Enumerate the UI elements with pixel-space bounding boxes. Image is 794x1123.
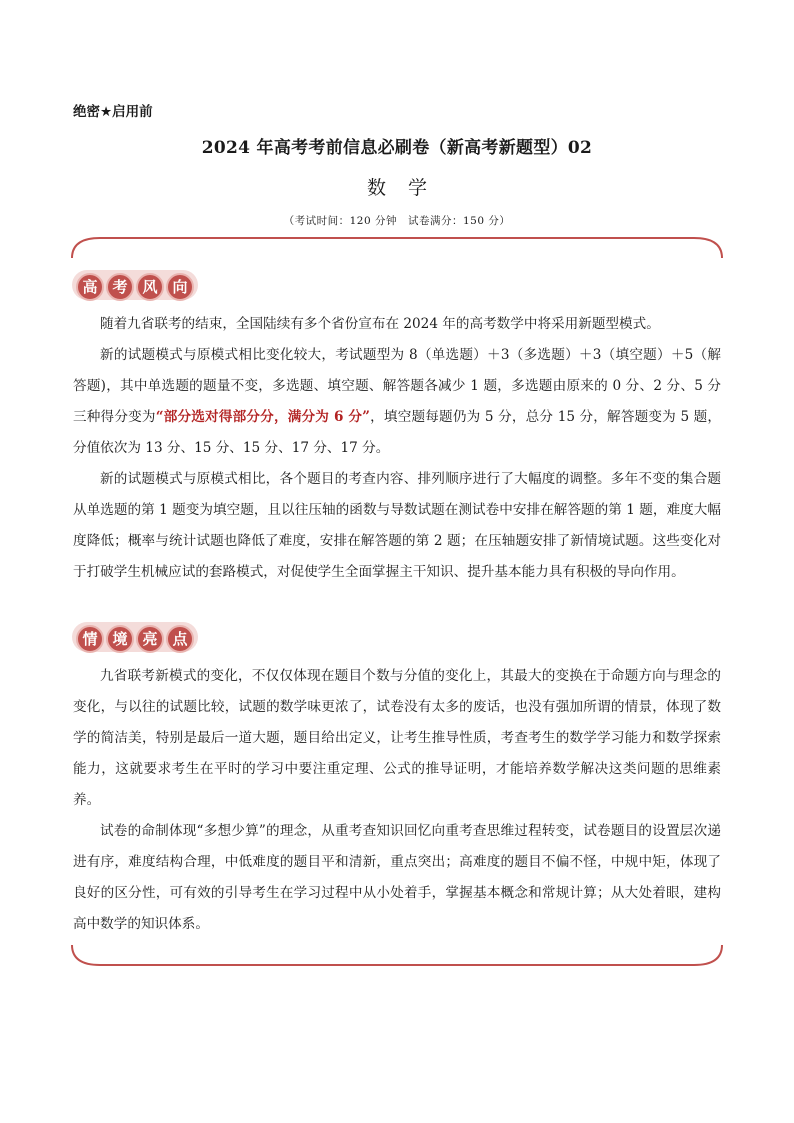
section-badge-highlights bbox=[72, 622, 198, 652]
highlighted-text: “部分选对得部分分，满分为 6 分” bbox=[155, 409, 370, 425]
paragraph: 九省联考新模式的变化，不仅仅体现在题目个数与分值的变化上，其最大的变换在于命题方向与理念的变化，与以往的试题比较，试题的数学味更浓了，试卷没有太多的废话，也没有强加所谓的情景，体现了数学的简洁美，特别是最后一道大题，题目给出定义，让考生推导性质，考查考生的数学学习能力和数学探索能力，这就要求考生在平时的学习中要注重定理、公式的推导证明，才能培养数学解决这类问题的思维素养。 bbox=[73, 668, 721, 808]
paragraph: 试卷的命制体现“多想少算”的理念，从重考查知识回忆向重考查思维过程转变，试卷题目的设置层次递进有序，难度结构合理，中低难度的题目平和清新，重点突出；高难度的题目不偏不怪，中规中矩，体现了良好的区分性，可有效的引导考生在学习过程中从小处着手，掌握基本概念和常规计算；从大处着眼，建构高中数学的知识体系。 bbox=[73, 823, 721, 932]
badge-char: 情 bbox=[76, 625, 104, 653]
subject-title: 数 学 bbox=[366, 177, 436, 199]
bottom-border-curve bbox=[72, 945, 722, 965]
exam-title: 2024 年高考考前信息必刷卷（新高考新题型）02 bbox=[201, 138, 593, 158]
paragraph-text: 新的试题模式与原模式相比变化较大，考试题型为 8（单选题）＋3（多选题）＋3（填空题）＋5（解答题)，其中单选题的题量不变，多选题、填空题、解答题各减少 1 题，多选题由原来的 0 分、2 分、5 分三种得分变为 bbox=[73, 347, 721, 425]
badge-char: 点 bbox=[166, 625, 194, 653]
badge-char: 考 bbox=[106, 273, 134, 301]
badge-char: 风 bbox=[136, 273, 164, 301]
badge-char: 向 bbox=[166, 273, 194, 301]
exam-info: （考试时间：120 分钟 试卷满分：150 分） bbox=[283, 215, 511, 227]
top-border-curve bbox=[72, 238, 722, 258]
badge-char: 高 bbox=[76, 273, 104, 301]
paragraph: 新的试题模式与原模式相比，各个题目的考查内容、排列顺序进行了大幅度的调整。多年不变的集合题从单选题的第 1 题变为填空题，且以往压轴的函数与导数试题在测试卷中安排在解答题的第 1 题，难度大幅度降低；概率与统计试题也降低了难度，安排在解答题的第 2 题；在压轴题安排了新情境试题。这些变化对于打破学生机械应试的套路模式，对促使学生全面掌握主干知识、提升基本能力具有积极的导向作用。 bbox=[73, 471, 721, 580]
paragraph: 随着九省联考的结束，全国陆续有多个省份宣布在 2024 年的高考数学中将采用新题型模式。 bbox=[100, 316, 660, 332]
badge-char: 境 bbox=[106, 625, 134, 653]
badge-char: 亮 bbox=[136, 625, 164, 653]
section-badge-trend bbox=[72, 270, 198, 300]
confidential-label: 绝密★启用前 bbox=[73, 104, 153, 120]
paragraph-text: ，填空题每题仍为 5 分，总分 15 分，解答题变为 5 题，分值依次为 13 分、15 分、15 分、17 分、17 分。 bbox=[73, 409, 722, 456]
paragraph bbox=[73, 340, 721, 464]
